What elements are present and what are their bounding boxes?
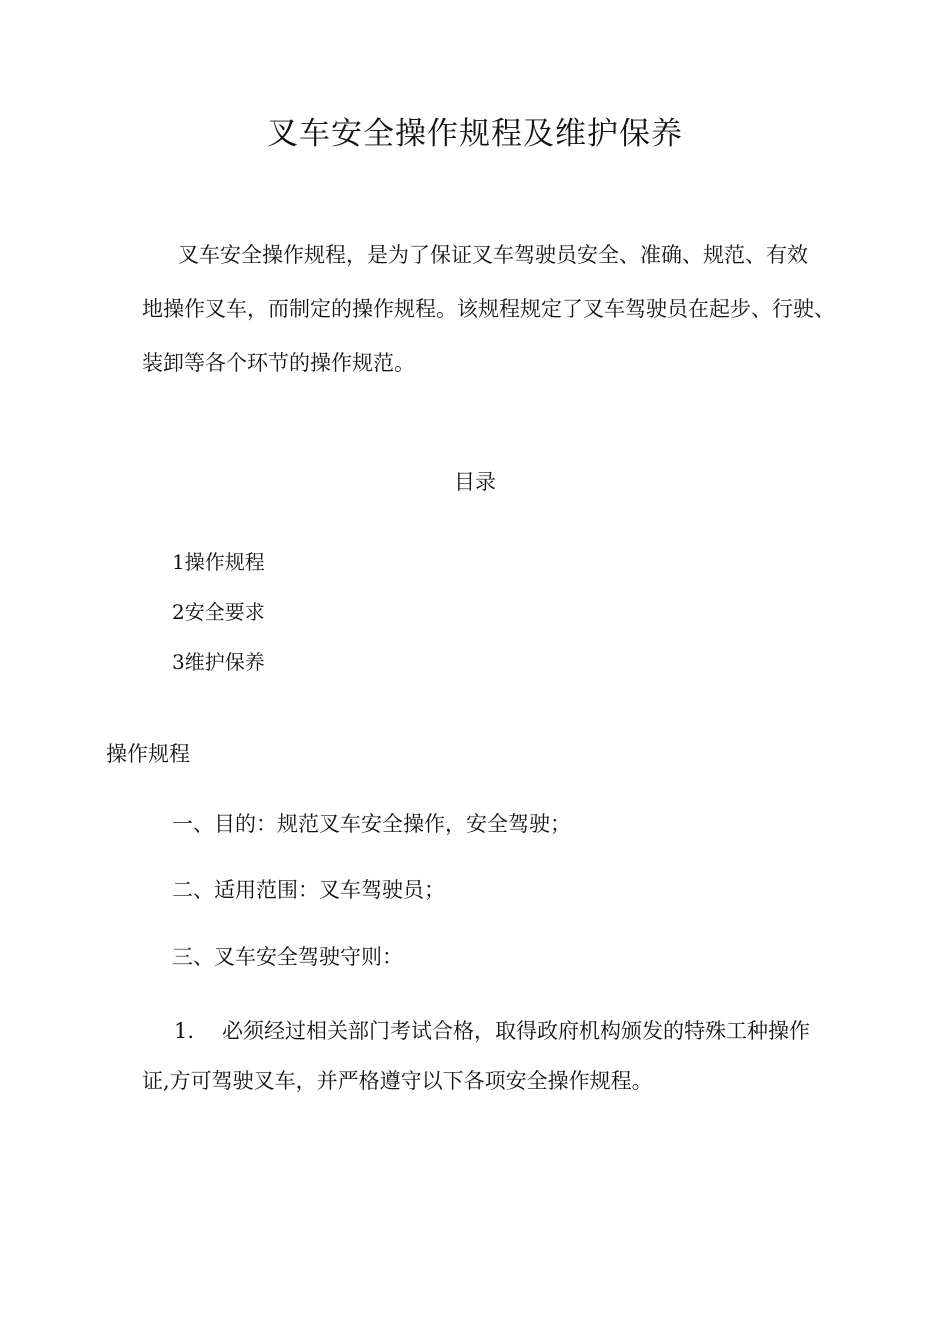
scope-item: 二、适用范围：叉车驾驶员； (172, 878, 445, 902)
purpose-item: 一、目的：规范叉车安全操作，安全驾驶； (172, 812, 571, 836)
rule-1-text-line-1: 必须经过相关部门考试合格，取得政府机构颁发的特殊工种操作 (222, 1019, 810, 1043)
toc-item-operation-rules[interactable]: 1操作规程 (172, 550, 265, 574)
toc-heading: 目录 (454, 470, 496, 494)
section-heading: 操作规程 (106, 742, 190, 766)
toc-item-safety-requirements[interactable]: 2安全要求 (172, 600, 265, 624)
intro-line-1: 叉车安全操作规程，是为了保证叉车驾驶员安全、准确、规范、有效 (178, 243, 808, 267)
rule-1-number: 1. (174, 1019, 195, 1043)
document-title: 叉车安全操作规程及维护保养 (267, 116, 683, 152)
intro-paragraph (142, 228, 877, 390)
toc-item-maintenance[interactable]: 3维护保养 (172, 650, 265, 674)
driving-rules-item: 三、叉车安全驾驶守则： (172, 945, 403, 969)
rule-1-paragraph (142, 1006, 877, 1106)
table-of-contents (172, 543, 265, 693)
intro-line-2: 地操作叉车，而制定的操作规程。该规程规定了叉车驾驶员在起步、行驶、 (142, 297, 835, 321)
rule-1-line-2: 证,方可驾驶叉车，并严格遵守以下各项安全操作规程。 (142, 1069, 653, 1093)
rule-1-line-1 (142, 1006, 877, 1056)
intro-line-3: 装卸等各个环节的操作规范。 (142, 351, 415, 375)
